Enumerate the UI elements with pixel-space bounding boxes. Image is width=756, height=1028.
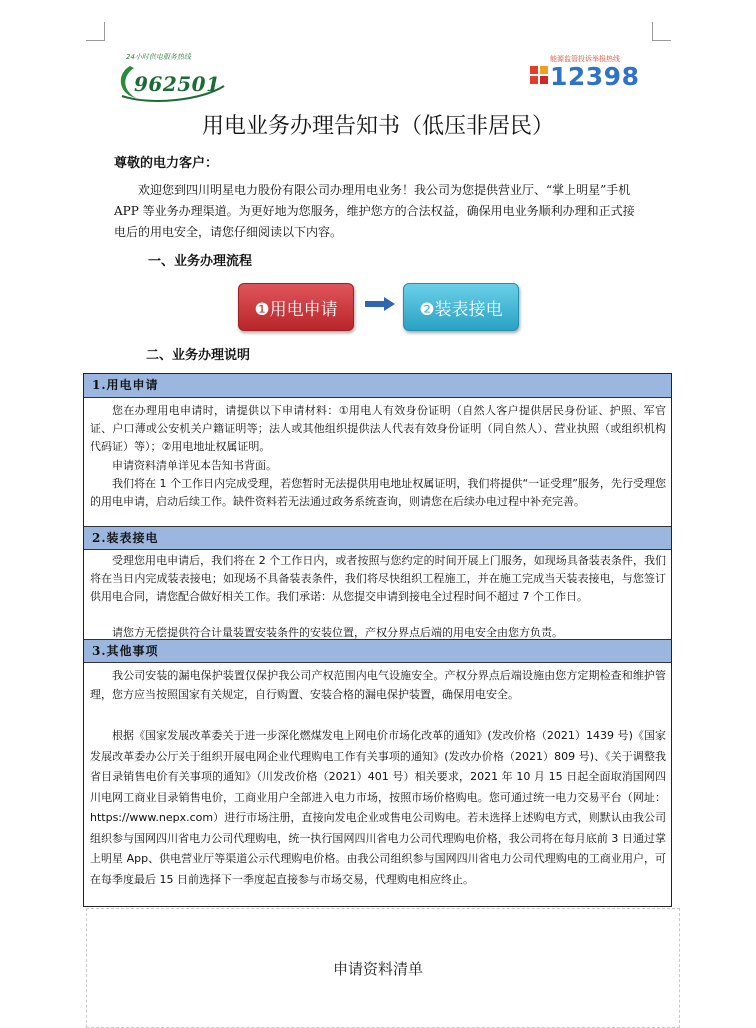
greeting: 尊敬的电力客户：	[114, 156, 219, 171]
hotline-caption: 24小时供电服务热线	[126, 53, 191, 61]
apply-materials-paragraph: 您在办理用电申请时，请提供以下申请材料：①用电人有效身份证明（自然人客户提供居民身份证、护照、军官证、户口薄或公安机关户籍证明等；法人或其他组织提供法人代表有效身份证明（同自然人）、营业执照（或组织机构代码证）等）；②用电地址权属证明。	[90, 404, 666, 454]
regulator-number: 12398	[550, 62, 640, 91]
materials-list-title: 申请资料清单	[332, 960, 423, 978]
hotline-962501-logo	[112, 52, 227, 102]
page-title: 用电业务办理告知书（低压非居民）	[201, 114, 554, 139]
section-heading-process: 一、业务办理流程	[148, 254, 253, 269]
apply-acceptance-paragraph: 我们将在 1 个工作日内完成受理，若您暂时无法提供用电地址权属证明，我们将提供“一证受理”服务，先行受理您的用电申请，启动后续工作。缺件资料若无法通过政务系统查询，则请您在后续办电过程中补充完善。	[90, 477, 666, 509]
other-market-paragraph: 根据《国家发展改革委关于进一步深化燃煤发电上网电价市场化改革的通知》(发改价格（2021）1439 号)《国家发展改革委办公厅关于组织开展电网企业代理购电工作有关事项的通知》(发改办价格（2021）809 号)、《关于调整我省目录销售电价有关事项的通知》（川发改价格（2021）401 号）相关要求，2021 年 10 月 15 日起全面取消国网四川电网工商业目录销售电价，工商业用户全部进入电力市场，按照市场价格购电。您可通过统一电力交易平台（网址：https://www.nepx.com）进行市场注册，直接向发电企业或售电公司购电。若未选择上述购电方式，则默认由我公司组织参与国网四川省电力公司代理购电，统一执行国网四川省电力公司代理购电价格，我公司将在每月底前 3 日通过掌上明星 App、供电营业厅等渠道公示代理购电价格。由我公司组织参与国网四川省电力公司代理购电的工商业用户，可在每季度最后 15 日前选择下一季度起直接参与市场交易，代理购电相应终止。	[90, 729, 666, 886]
squares-logo-icon	[528, 64, 550, 90]
regulator-caption: 能源监管投诉举报热线	[550, 55, 620, 63]
page-corner-mark-left	[86, 22, 105, 41]
table-section-title-other: 3.其他事项	[84, 639, 671, 663]
table-section-title-apply: 1.用电申请	[84, 374, 671, 398]
section-heading-instructions: 二、业务办理说明	[146, 348, 251, 363]
instructions-table	[83, 373, 672, 907]
apply-list-note: 申请资料清单详见本告知书背面。	[112, 459, 277, 472]
intro-paragraph: 欢迎您到四川明星电力股份有限公司办理用电业务！我公司为您提供营业厅、“掌上明星”手机 APP 等业务办理渠道。为更好地为您服务，维护您方的合法权益，确保用电业务顺利办理和正式接电后的用电安全，请您仔细阅读以下内容。	[114, 183, 635, 239]
regulator-12398-logo	[528, 54, 640, 94]
hotline-number: 962501	[134, 72, 221, 96]
other-protection-paragraph: 我公司安装的漏电保护装置仅保护我公司产权范围内电气设施安全。产权分界点后端设施由您方定期检查和维护管理，您方应当按照国家有关规定，自行购置、安装合格的漏电保护装置，确保用电安全。	[90, 669, 666, 701]
page-corner-mark-right	[652, 22, 671, 41]
arrow-right-icon	[364, 296, 396, 312]
flow-step-apply: ❶用电申请	[238, 283, 354, 331]
flow-step-install: ❷装表接电	[403, 283, 519, 331]
install-service-paragraph: 受理您用电申请后，我们将在 2 个工作日内，或者按照与您约定的时间开展上门服务，如现场具备装表条件，我们将在当日内完成装表接电；如现场不具备装表条件，我们将尽快组织工程施工，并在施工完成当天装表接电，与您签订供用电合同，请您配合做好相关工作。我们承诺：从您提交申请到接电全过程时间不超过 7 个工作日。	[90, 554, 666, 604]
table-section-title-install: 2.装表接电	[84, 526, 671, 550]
install-safety-paragraph: 请您方无偿提供符合计量装置安装条件的安装位置，产权分界点后端的用电安全由您方负责。	[112, 626, 563, 639]
